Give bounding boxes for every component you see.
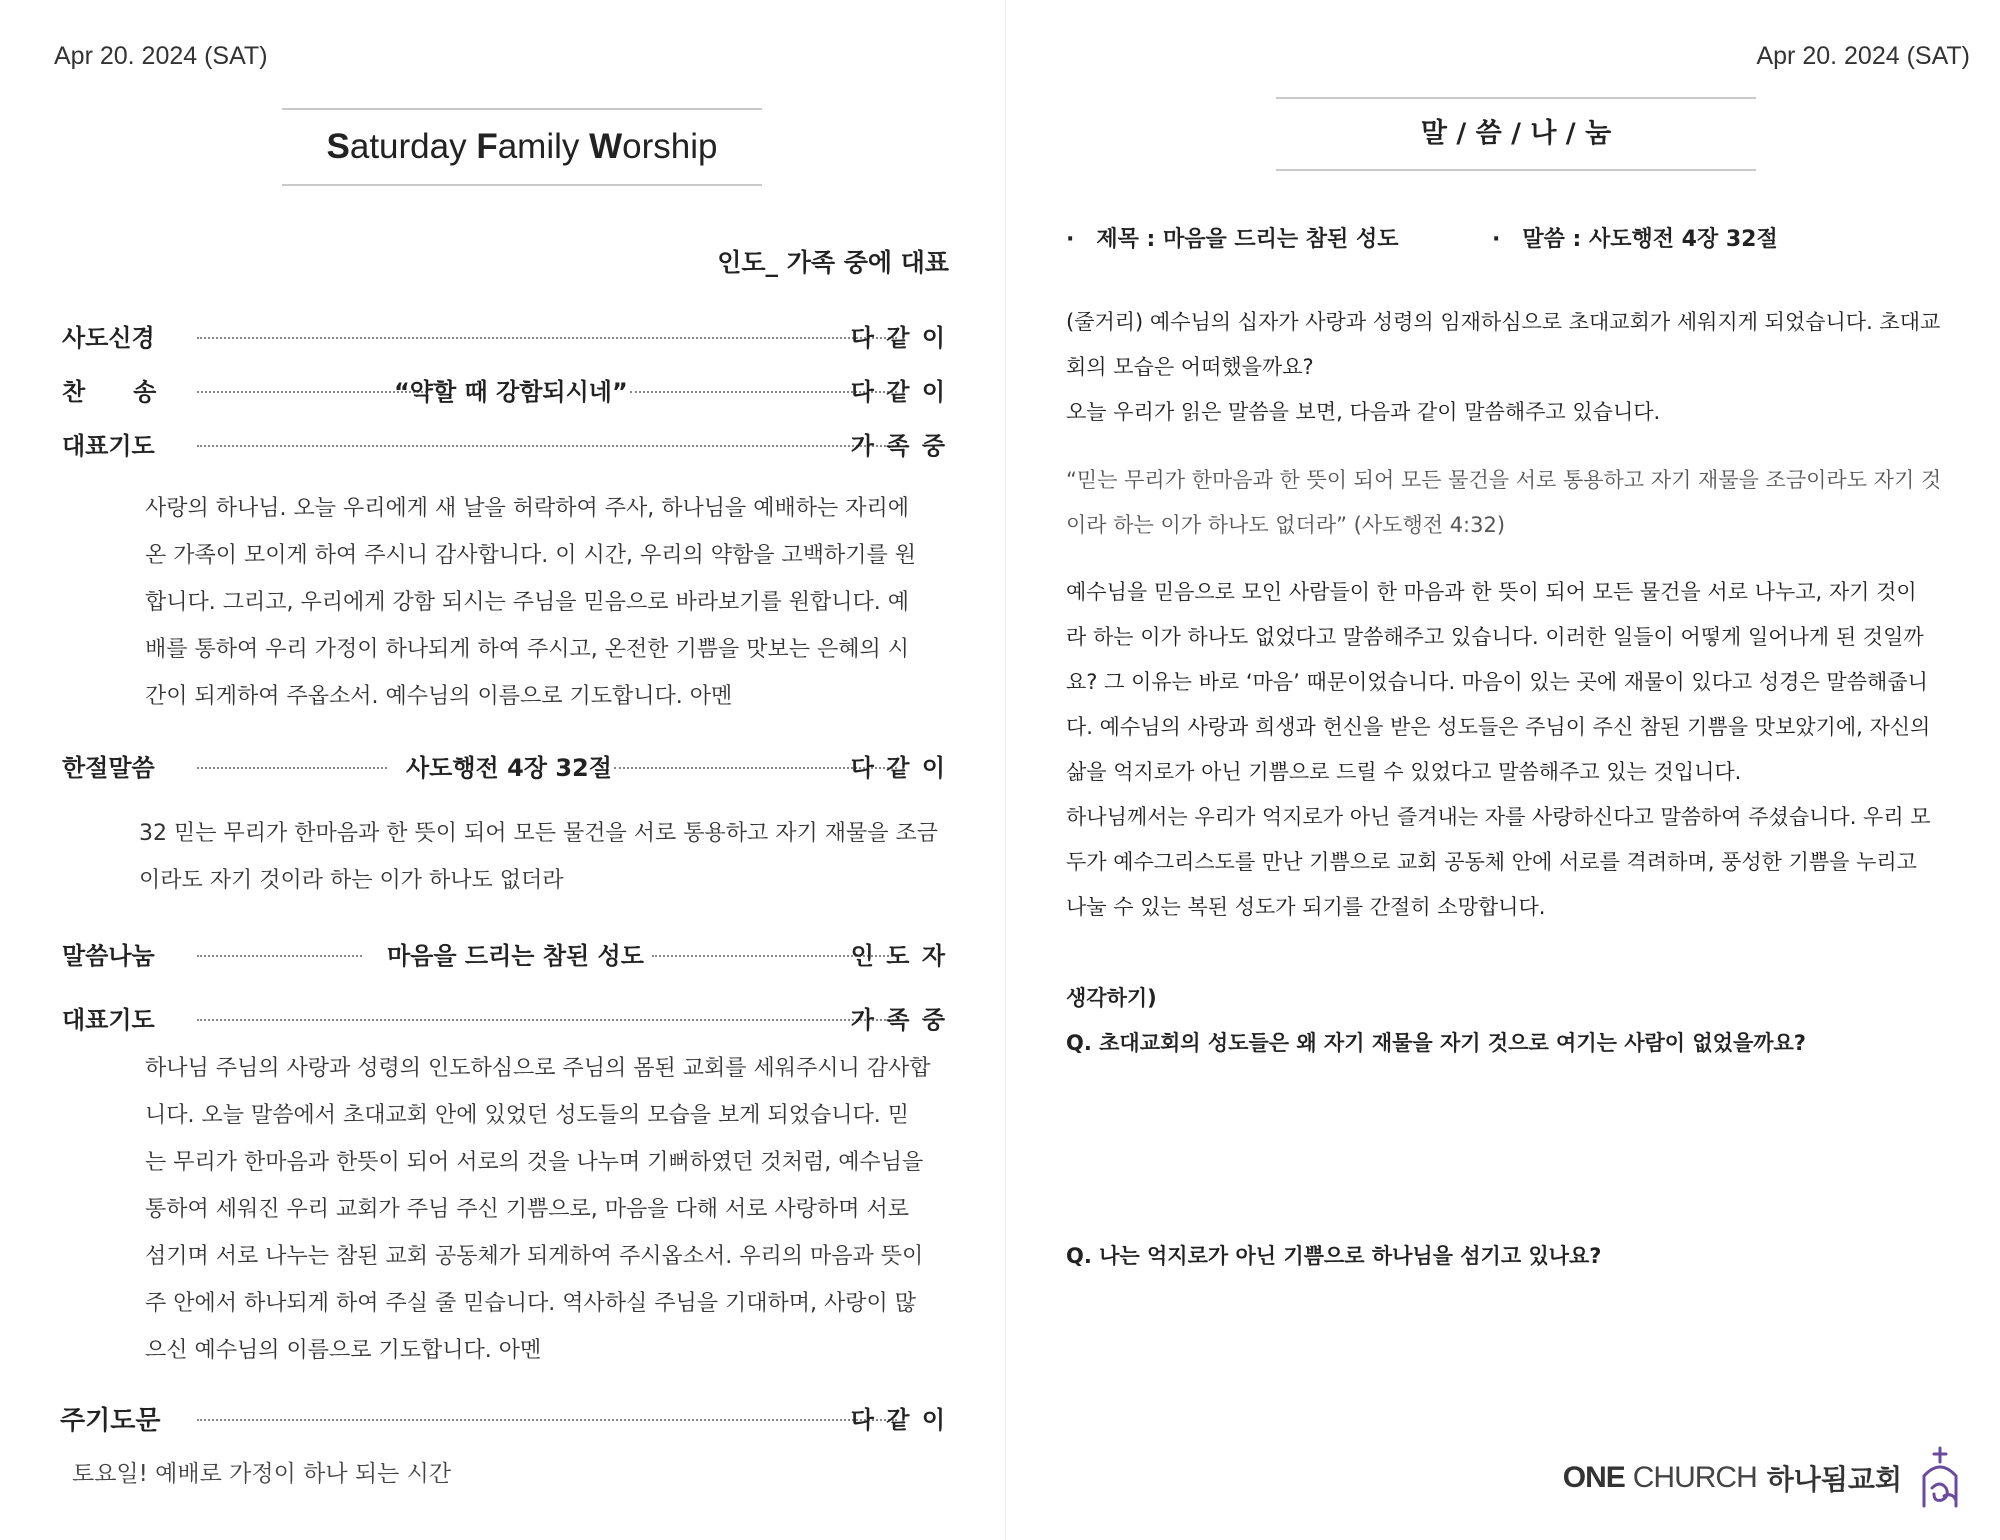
question-2: Q. 나는 억지로가 아닌 기쁨으로 하나님을 섬기고 있나요? <box>1066 1244 1602 1268</box>
worship-title: Saturday Family Worship <box>282 108 762 186</box>
leader-dots <box>197 767 387 769</box>
logo-korean-text: 하나됨교회 <box>1766 1463 1902 1496</box>
order-label: 주기도문 <box>60 1406 161 1436</box>
order-performer: 다 같 이 <box>850 754 947 782</box>
order-row-sharing <box>62 936 947 972</box>
order-performer: 다 같 이 <box>850 324 947 352</box>
reflection-heading: 생각하기) <box>1066 986 1157 1010</box>
order-label: 찬 송 <box>62 378 157 406</box>
order-performer: 다 같 이 <box>850 378 947 406</box>
order-label: 대표기도 <box>62 1006 155 1034</box>
logo-one-text: ONE <box>1562 1461 1625 1494</box>
order-label: 대표기도 <box>62 432 155 460</box>
footer-slogan: 토요일! 예배로 가정이 하나 되는 시간 <box>72 1461 452 1487</box>
church-logo <box>1563 1448 1964 1508</box>
order-row-hymn <box>62 372 947 408</box>
order-row-verse <box>62 748 947 784</box>
order-performer: 가 족 중 <box>850 1006 947 1034</box>
order-label: 사도신경 <box>62 324 155 352</box>
order-label: 한절말씀 <box>62 754 155 782</box>
order-row-lords-prayer <box>62 1400 947 1436</box>
order-row-closing-prayer <box>62 1000 947 1036</box>
leader-note: 인도_ 가족 중에 대표 <box>717 248 949 277</box>
leader-dots <box>197 1419 897 1421</box>
order-row-creed <box>62 318 947 354</box>
order-row-prayer <box>62 426 947 462</box>
summary-intro: (줄거리) 예수님의 십자가 사랑과 성령의 임재하심으로 초대교회가 세워지게 되었습니다. 초대교 회의 모습은 어떠했을까요? 오늘 우리가 읽은 말씀을 보면, 다음과 같이 말씀해주고 있습니다. <box>1066 310 1941 424</box>
logo-church-text: CHURCH <box>1632 1461 1757 1494</box>
leader-dots <box>197 337 897 339</box>
sermon-body: 예수님을 믿음으로 모인 사람들이 한 마음과 한 뜻이 되어 모든 물건을 서로 나누고, 자기 것이 라 하는 이가 하나도 없었다고 말씀해주고 있습니다. 이러한 일들이 어떻게 일어나게 된 것일까 요? 그 이유는 바로 ‘마음’ 때문이었습니다. 마음이 있는 곳에 재물이 있다고 성경은 말씀해줍니 다. 예수님의 사랑과 희생과 헌신을 받은 성도들은 주님이 주신 참된 기쁨을 맛보았기에, 자신의 삶을 억지로가 아닌 기쁨으로 드릴 수 있었다고 말씀해주고 있는 것입니다. 하나님께서는 우리가 억지로가 아닌 즐겨내는 자를 사랑하신다고 말씀하여 주셨습니다. 우리 모 두가 예수그리스도를 만난 기쁨으로 교회 공동체 안에 서로를 격려하며, 풍성한 기쁨을 누리고 나눌 수 있는 복된 성도가 되기를 간절히 소망합니다. <box>1066 580 1931 919</box>
verse-text: 32 믿는 무리가 한마음과 한 뜻이 되어 모든 물건을 서로 통용하고 자기 재물을 조금 이라도 자기 것이라 하는 이가 하나도 없더라 <box>139 821 938 893</box>
leader-dots <box>197 445 897 447</box>
leader-dots <box>197 1019 897 1021</box>
verse-reference: 사도행전 4장 32절 <box>406 754 612 782</box>
leader-dots <box>197 391 427 393</box>
sharing-title: 말 / 씀 / 나 / 눔 <box>1276 97 1756 171</box>
order-performer: 다 같 이 <box>850 1406 947 1434</box>
right-date: Apr 20. 2024 (SAT) <box>1756 42 1970 70</box>
sermon-title: 마음을 드리는 참된 성도 <box>387 942 644 970</box>
scripture-quote: “믿는 무리가 한마음과 한 뜻이 되어 모든 물건을 서로 통용하고 자기 재물을 조금이라도 자기 것 이라 하는 이가 하나도 없더라” (사도행전 4:32) <box>1066 468 1942 537</box>
order-performer: 인 도 자 <box>850 942 947 970</box>
opening-prayer: 사랑의 하나님. 오늘 우리에게 새 날을 허락하여 주사, 하나님을 예배하는 자리에 온 가족이 모이게 하여 주시니 감사합니다. 이 시간, 우리의 약함을 고백하기를 원 합니다. 그리고, 우리에게 강함 되시는 주님을 믿음으로 바라보기를 원합니다. 예 배를 통하여 우리 가정이 하나되게 하여 주시고, 온전한 기쁨을 맛보는 은혜의 시 간이 되게하여 주옵소서. 예수님의 이름으로 기도합니다. 아멘 <box>145 496 916 709</box>
order-label: 말씀나눔 <box>62 942 155 970</box>
closing-prayer: 하나님 주님의 사랑과 성령의 인도하심으로 주님의 몸된 교회를 세워주시니 감사합 니다. 오늘 말씀에서 초대교회 안에 있었던 성도들의 모습을 보게 되었습니다. 믿 는 무리가 한마음과 한뜻이 되어 서로의 것을 나누며 기뻐하였던 것처럼, 예수님을 통하여 세워진 우리 교회가 주님 주신 기쁨으로, 마음을 다해 서로 사랑하며 서로 섬기며 서로 나누는 참된 교회 공동체가 되게하여 주시옵소서. 우리의 마음과 뜻이 주 안에서 하나되게 하여 주실 줄 믿습니다. 역사하실 주님을 기대하며, 사랑이 많 으신 예수님의 이름으로 기도합니다. 아멘 <box>145 1056 931 1363</box>
left-date: Apr 20. 2024 (SAT) <box>54 42 268 70</box>
hymn-title: “약할 때 강함되시네” <box>394 378 628 406</box>
sermon-subject: · 제목 : 마음을 드리는 참된 성도 <box>1066 227 1399 252</box>
church-cross-icon <box>1916 1446 1964 1510</box>
question-1: Q. 초대교회의 성도들은 왜 자기 재물을 자기 것으로 여기는 사람이 없었을까요? <box>1066 1031 1806 1055</box>
sermon-scripture: · 말씀 : 사도행전 4장 32절 <box>1492 227 1778 252</box>
leader-dots <box>197 955 362 957</box>
right-page <box>1006 0 2000 1540</box>
order-performer: 가 족 중 <box>850 432 947 460</box>
